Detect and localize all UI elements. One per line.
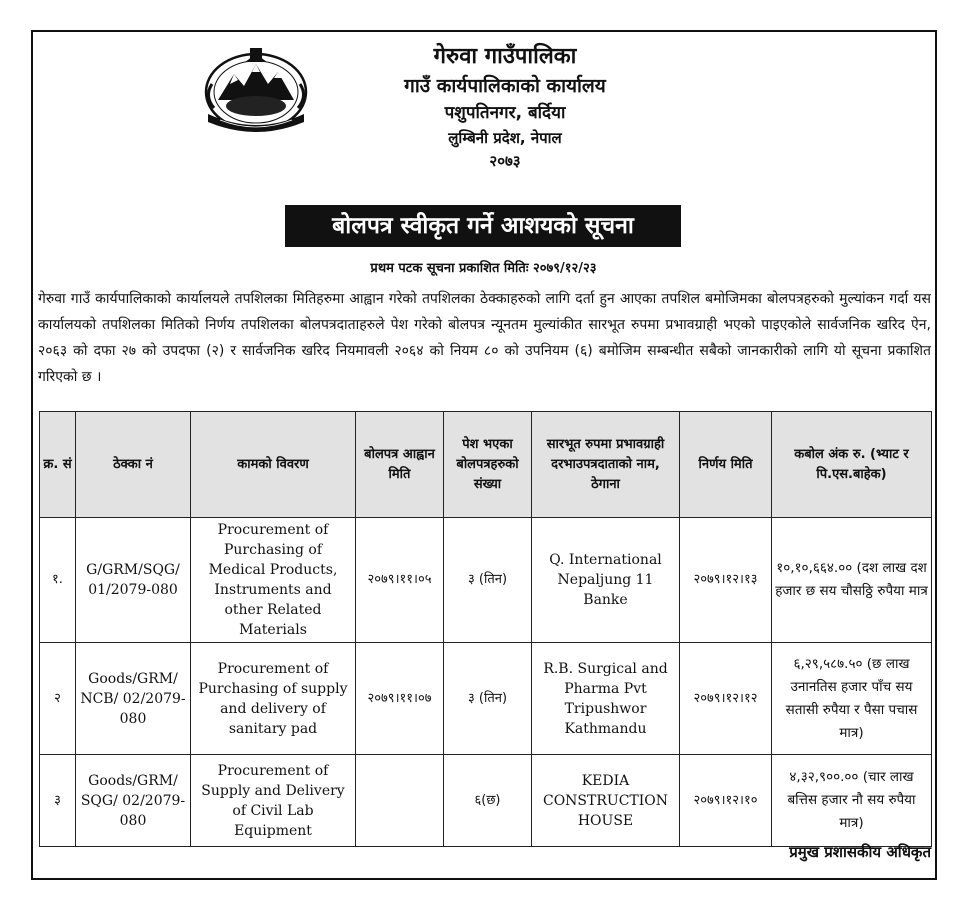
row-amount: १०,१०,६६४.०० (दश लाख दश हजार छ सय चौसठ्ठि रुपैया मात्र bbox=[772, 518, 932, 643]
row-invite-date bbox=[356, 755, 444, 847]
row-decision-date: २०७९।१२।१२ bbox=[680, 643, 772, 755]
nepal-government-emblem-icon bbox=[200, 44, 312, 136]
row-bid-count: ३ (तिन) bbox=[444, 643, 532, 755]
col-header-bid-count: पेश भएका बोलपत्रहरुको संख्या bbox=[444, 412, 532, 518]
table-row bbox=[40, 518, 932, 643]
row-bid-count: ६(छ) bbox=[444, 755, 532, 847]
col-header-contract: ठेक्का नं bbox=[76, 412, 191, 518]
row-amount: ४,३२,९००.०० (चार लाख बत्तिस हजार नौ सय रुपैया मात्र) bbox=[772, 755, 932, 847]
header bbox=[300, 42, 710, 172]
table-header-row bbox=[40, 412, 932, 518]
col-header-sn: क्र. सं bbox=[40, 412, 76, 518]
province-name: लुम्बिनी प्रदेश, नेपाल bbox=[448, 129, 562, 147]
bid-table bbox=[39, 411, 932, 847]
signatory: प्रमुख प्रशासकीय अधिकृत bbox=[789, 843, 931, 861]
row-decision-date: २०७९।१२।१० bbox=[680, 755, 772, 847]
col-header-invite-date: बोलपत्र आह्वान मिति bbox=[356, 412, 444, 518]
row-invite-date: २०७९।११।०५ bbox=[356, 518, 444, 643]
col-header-amount: कबोल अंक रु. (भ्याट र पि.एस.बाहेक) bbox=[772, 412, 932, 518]
notice-body: गेरुवा गाउँ कार्यपालिकाको कार्यालयले तपशिलका मितिहरुमा आह्वान गरेको तपशिलका ठेक्काहरुको लागि दर्ता हुन आएका तपशिल बमोजिमका बोलपत्रहरुको मुल्यांकन गर्दा यस कार्यालयको तपशिलका मितिको निर्णय तपशिलका बोलपत्रदाताहरुले पेश गरेको बोलपत्र न्यूनतम मुल्यांकीत सारभूत रुपमा प्रभावग्राही भएको पाइएकोले सार्वजनिक खरिद ऐन, २०६३ को दफा २७ को उपदफा (२) र सार्वजनिक खरिद नियमावली २०६४ को नियम ८० को उपनियम (६) बमोजिम सम्बन्धीत सबैको जानकारीको लागि यो सूचना प्रकाशित गरिएको छ । bbox=[38, 291, 931, 385]
row-description: Procurement of Purchasing of supply and delivery of sanitary pad bbox=[191, 643, 356, 755]
row-amount: ६,२९,५८७.५० (छ लाख उनानतिस हजार पाँच सय सतासी रुपैया र पैसा पचास मात्र) bbox=[772, 643, 932, 755]
notice-title: बोलपत्र स्वीकृत गर्ने आशयको सूचना bbox=[285, 205, 681, 247]
row-contract: G/GRM/SQG/ 01/2079-080 bbox=[76, 518, 191, 643]
header-year: २०७३ bbox=[489, 152, 521, 170]
row-decision-date: २०७९।१२।१३ bbox=[680, 518, 772, 643]
col-header-decision-date: निर्णय मिति bbox=[680, 412, 772, 518]
row-bid-count: ३ (तिन) bbox=[444, 518, 532, 643]
row-bidder: Q. International Nepaljung 11 Banke bbox=[532, 518, 680, 643]
table-row bbox=[40, 643, 932, 755]
row-contract: Goods/GRM/ NCB/ 02/2079-080 bbox=[76, 643, 191, 755]
publication-date: प्रथम पटक सूचना प्रकाशित मितिः २०७९/१२/२३ bbox=[370, 261, 597, 276]
row-description: Procurement of Supply and Delivery of Civil Lab Equipment bbox=[191, 755, 356, 847]
row-bidder: KEDIA CONSTRUCTION HOUSE bbox=[532, 755, 680, 847]
office-location: पशुपतिनगर, बर्दिया bbox=[444, 103, 566, 123]
row-description: Procurement of Purchasing of Medical Products, Instruments and other Related Materials bbox=[191, 518, 356, 643]
col-header-bidder: सारभूत रुपमा प्रभावग्राही दरभाउपत्रदाताको नाम, ठेगाना bbox=[532, 412, 680, 518]
row-bidder: R.B. Surgical and Pharma Pvt Tripushwor Kathmandu bbox=[532, 643, 680, 755]
municipality-name: गेरुवा गाउँपालिका bbox=[433, 44, 577, 69]
row-sn: ३ bbox=[40, 755, 76, 847]
row-invite-date: २०७९।११।०७ bbox=[356, 643, 444, 755]
row-sn: १. bbox=[40, 518, 76, 643]
table-row bbox=[40, 755, 932, 847]
col-header-description: कामको विवरण bbox=[191, 412, 356, 518]
row-contract: Goods/GRM/ SQG/ 02/2079-080 bbox=[76, 755, 191, 847]
office-name: गाउँ कार्यपालिकाको कार्यालय bbox=[404, 75, 606, 97]
row-sn: २ bbox=[40, 643, 76, 755]
